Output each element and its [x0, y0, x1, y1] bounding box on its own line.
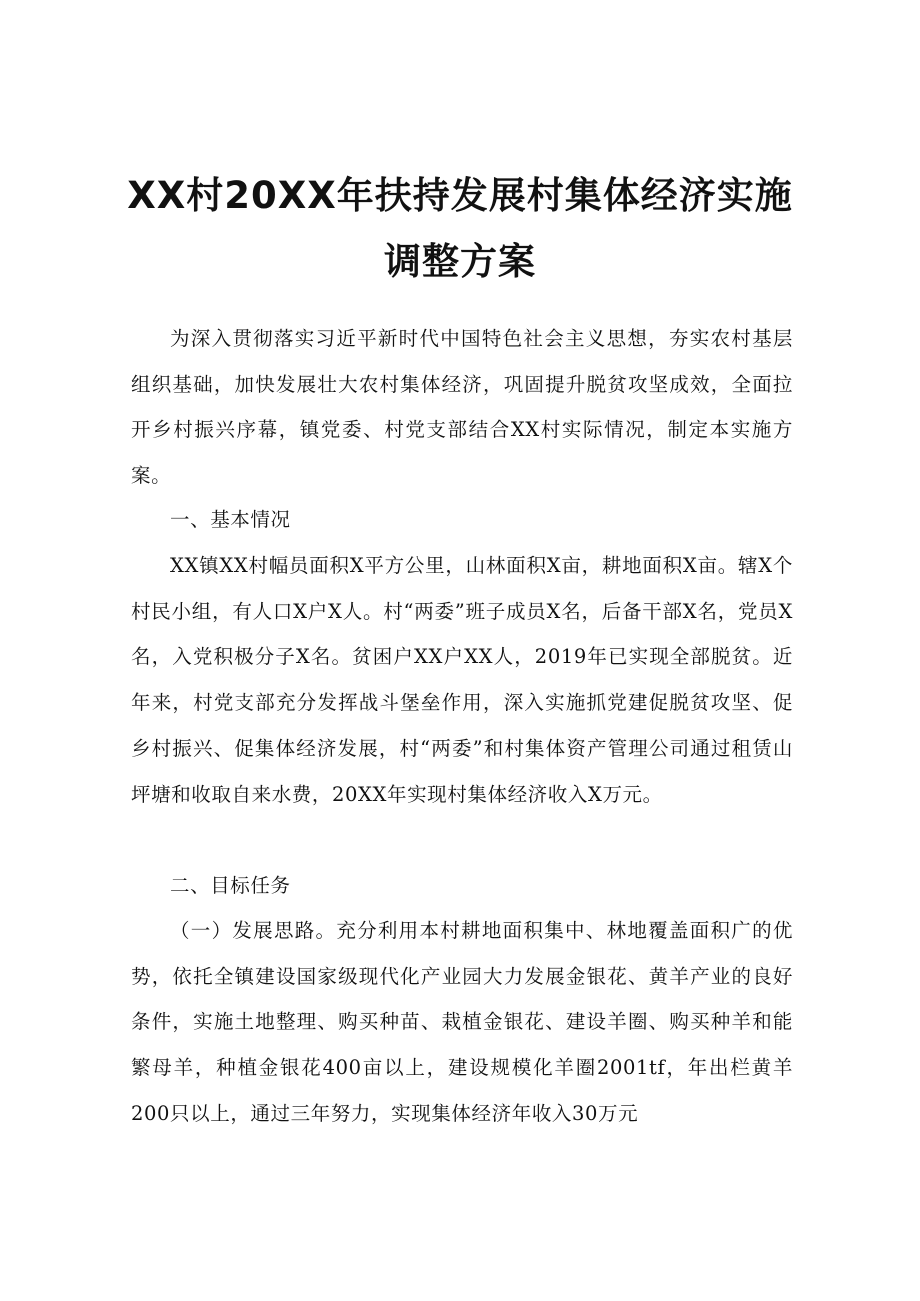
basic-info-paragraph: XX镇XX村幅员面积X平方公里，山林面积X亩，耕地面积X亩。辖X个村民小组，有人口X户X人。村“两委”班子成员X名，后备干部X名，党员X名，入党积极分子X名。贫困户XX户XX人，2019年已实现全部脱贫。近年来，村党支部充分发挥战斗堡垒作用，深入实施抓党建促脱贫攻坚、促乡村振兴、促集体经济发展，村“两委”和村集体资产管理公司通过租赁山坪塘和收取自来水费，20XX年实现村集体经济收入X万元。 — [131, 554, 793, 806]
section-heading-basic-info: 一、基本情况 — [170, 508, 291, 531]
document-title-line-1: XX村20XX年扶持发展村集体经济实施 — [127, 174, 793, 217]
section-heading-goals: 二、目标任务 — [170, 874, 291, 897]
goals-paragraph: （一）发展思路。充分利用本村耕地面积集中、林地覆盖面积广的优势，依托全镇建设国家级现代化产业园大力发展金银花、黄羊产业的良好条件，实施土地整理、购买种苗、栽植金银花、建设羊圈、购买种羊和能繁母羊，种植金银花400亩以上，建设规模化羊圈2001tf，年出栏黄羊200只以上，通过三年努力，实现集体经济年收入30万元 — [131, 919, 793, 1125]
document-title-line-2: 调整方案 — [384, 240, 536, 283]
intro-paragraph: 为深入贯彻落实习近平新时代中国特色社会主义思想，夯实农村基层组织基础，加快发展壮大农村集体经济，巩固提升脱贫攻坚成效，全面拉开乡村振兴序幕，镇党委、村党支部结合XX村实际情况，制定本实施方案。 — [131, 327, 793, 488]
